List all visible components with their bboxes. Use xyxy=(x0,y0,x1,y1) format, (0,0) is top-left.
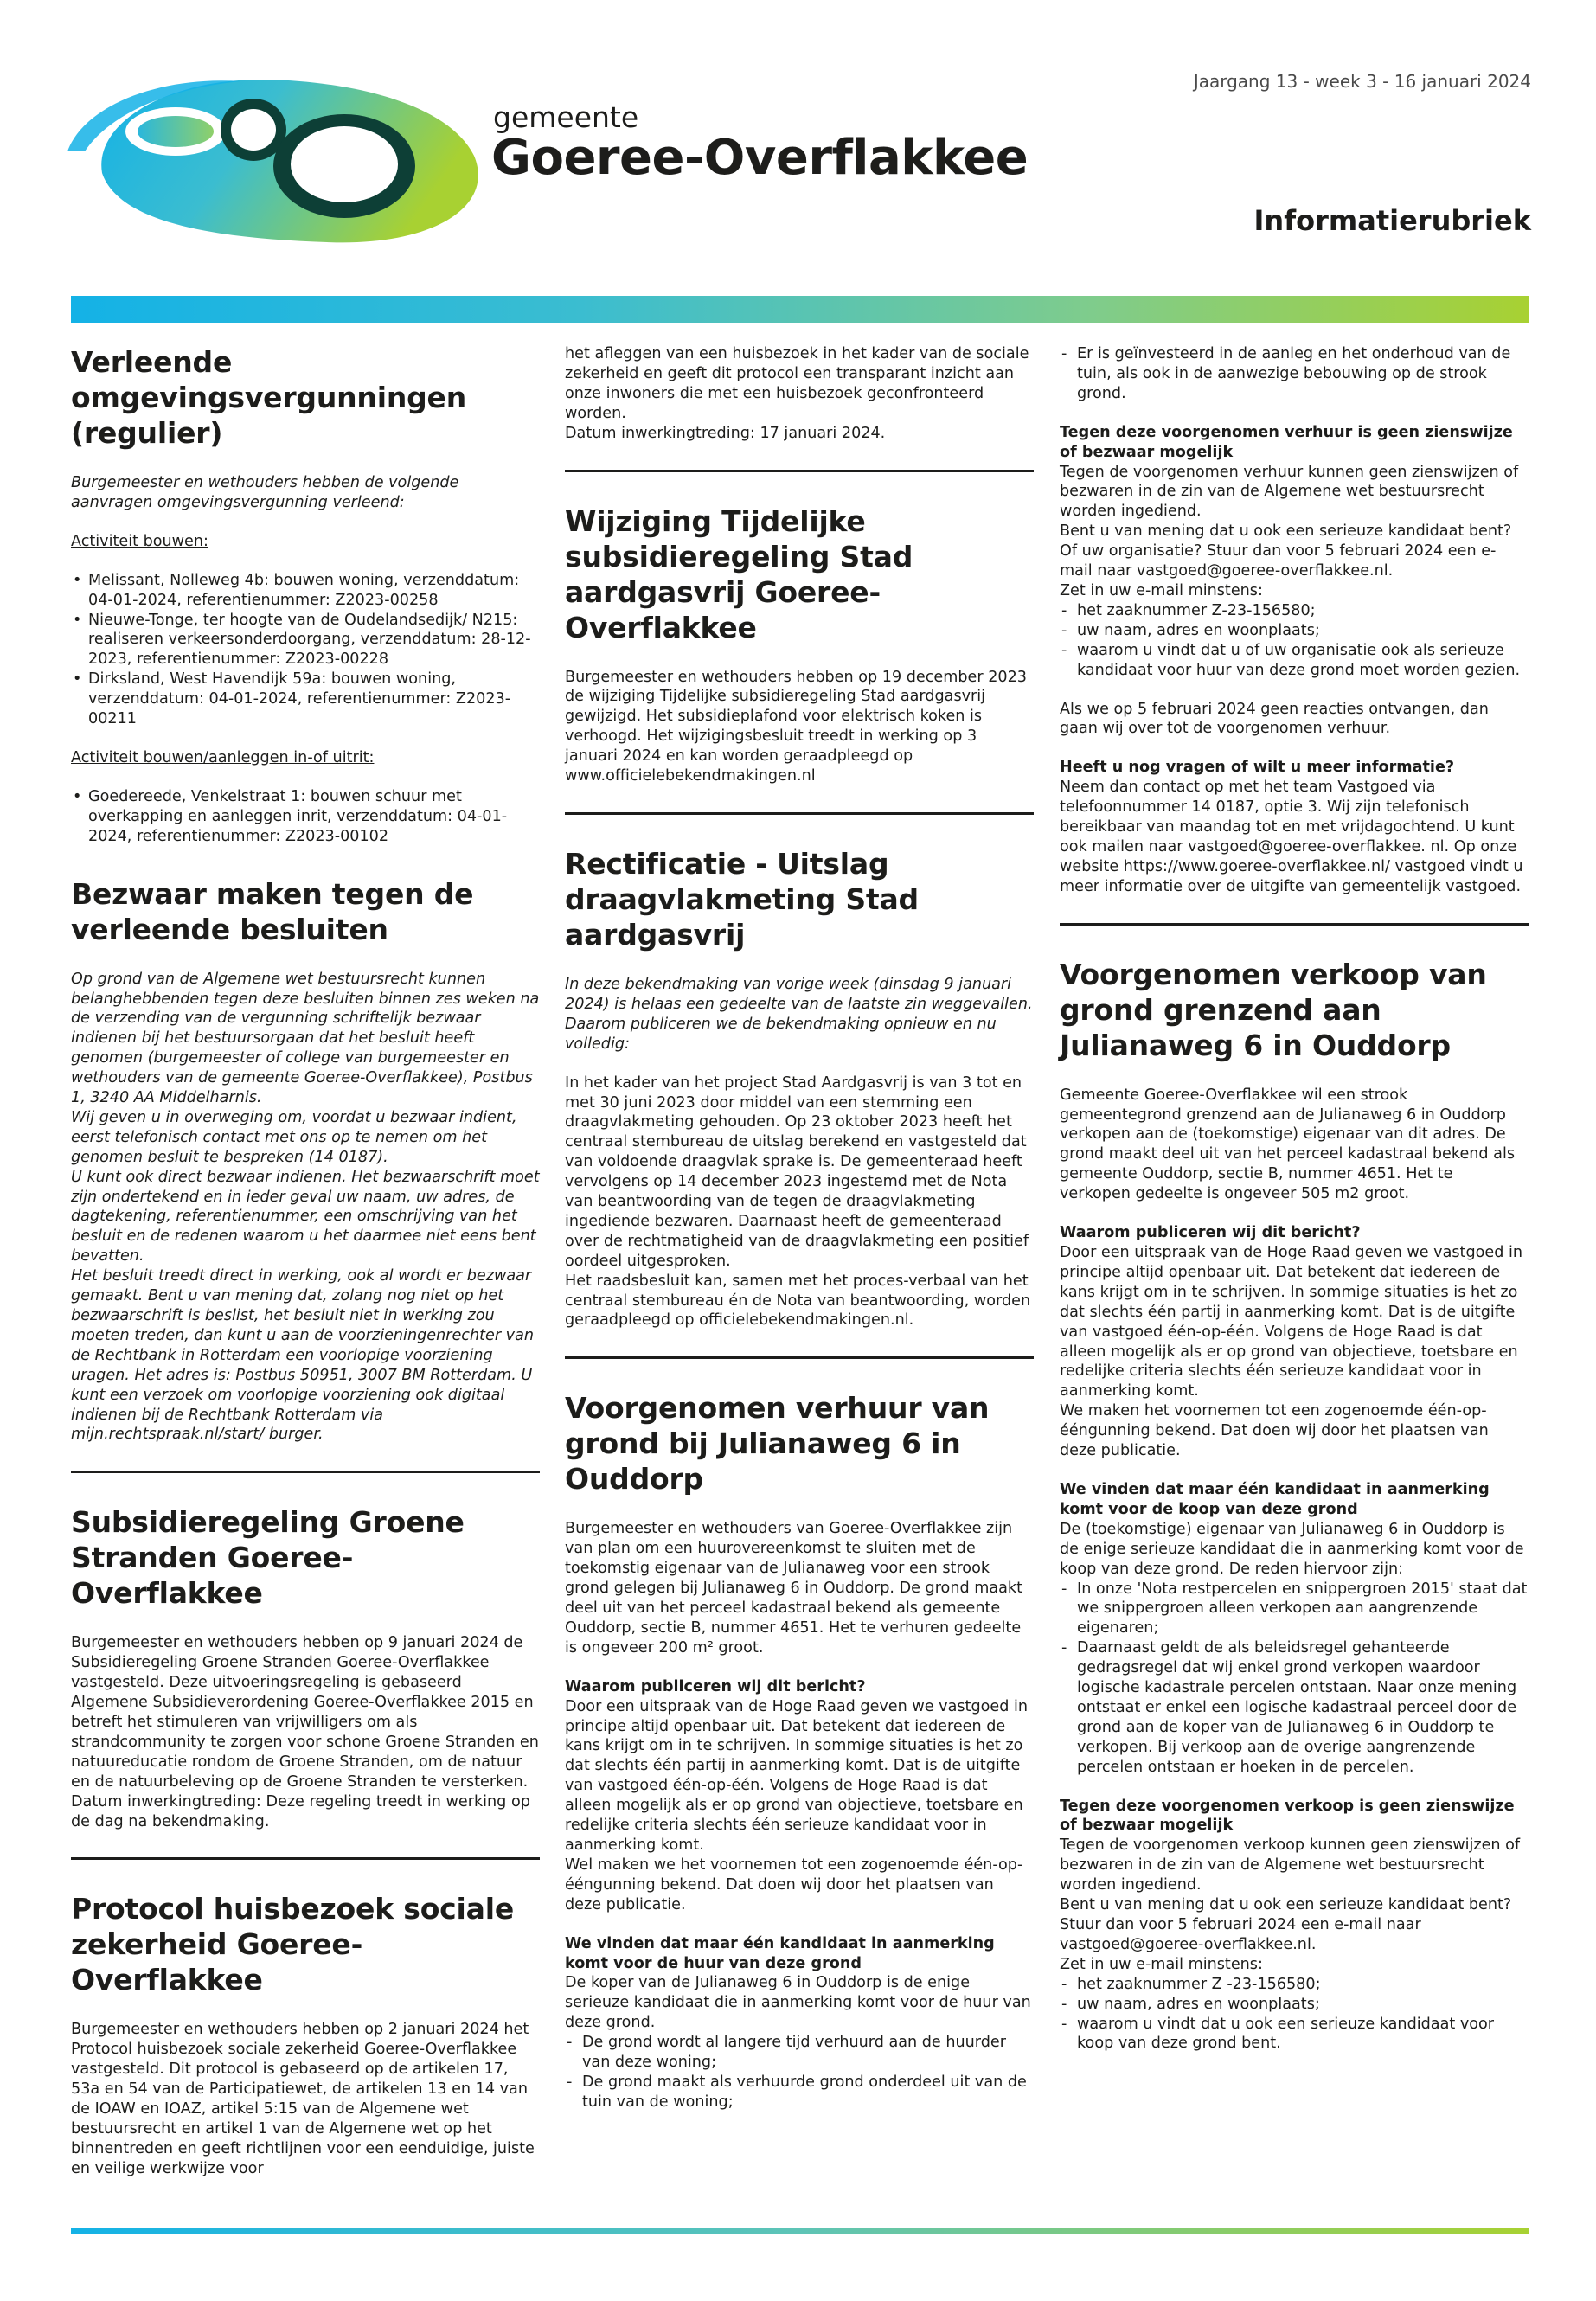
list-item: - uw naam, adres en woonplaats; xyxy=(1060,1995,1529,2015)
paragraph: Wij geven u in overweging om, voordat u bezwaar indient, eerst telefonisch contact met ons op te nemen om het genomen besluit te bespreken (14 0187). xyxy=(71,1108,517,1166)
article-title: Subsidieregeling Groene Stranden Goeree-Overflakkee xyxy=(71,1505,465,1611)
column-2 xyxy=(565,344,1034,2112)
paragraph: Door een uitspraak van de Hoge Raad geven we vastgoed in principe altijd openbaar uit. Dat betekent dat iedereen de kans krijgt om in te schrijven. In sommige situaties is het zo dat slechts één partij in aanmerking komt. Dat is de uitgifte van vastgoed één-op-één. Volgens de Hoge Raad is dat alleen mogelijk als er op grond van objectieve, toetsbare en redelijke criteria slechts één serieuze kandidaat voor in aanmerking komt. xyxy=(1060,1244,1522,1400)
article-huisbezoek xyxy=(71,1891,540,2178)
divider xyxy=(565,470,1034,472)
requirements-list xyxy=(1060,1975,1529,2054)
article-title: Voorgenomen verkoop van grond grenzend aan Julianaweg 6 in Ouddorp xyxy=(1060,957,1487,1062)
reason-list xyxy=(1060,344,1529,404)
article-title: Rectificatie - Uitslag draagvlakmeting Stad aardgasvrij xyxy=(565,846,919,952)
list-item: - Daarnaast geldt de als beleidsregel gehanteerde gedragsregel dat wij enkel grond verkopen waardoor logische kadastrale percelen ontstaan. Naar onze mening ontstaat er enkel een logische kadastraal perceel door de grond aan de koper van de Julianaweg 6 in Ouddorp te verkopen. Bij verkoop aan de overige aangrenzende percelen ontstaan er hoeken in de percelen. xyxy=(1060,1638,1529,1777)
paragraph: Datum inwerkingtreding: Deze regeling treedt in werking op de dag na bekendmaking. xyxy=(71,1792,530,1830)
list-item: - In onze 'Nota restpercelen en snippergroen 2015' staat dat we snippergroen alleen verkopen aan aangrenzende eigenaren; xyxy=(1060,1580,1529,1639)
article-verhuur xyxy=(565,1390,1034,2112)
paragraph: U kunt ook direct bezwaar indienen. Het bezwaarschrift moet zijn ondertekend en in ieder geval uw naam, uw adres, de dagtekening, referentienummer, een omschrijving van het besluit en de redenen waarom u het daarmee niet eens bent bevatten. xyxy=(71,1168,540,1266)
municipality-name: Goeree-Overflakkee xyxy=(491,130,1029,186)
article-bezwaar xyxy=(71,876,540,1445)
edition-date: Jaargang 13 - week 3 - 16 januari 2024 xyxy=(1193,71,1531,92)
paragraph: Datum inwerkingtreding: 17 januari 2024. xyxy=(565,424,886,442)
paragraph: Het raadsbesluit kan, samen met het proces-verbaal van het centraal stembureau én de Nota van beantwoording, worden geraadpleegd op officielebekendmakingen.nl. xyxy=(565,1272,1031,1330)
paragraph: De (toekomstige) eigenaar van Julianaweg 6 in Ouddorp is de enige serieuze kandidaat die in aanmerking komt voor de koop van deze grond. De reden hiervoor zijn: xyxy=(1060,1520,1524,1578)
article-intro: Burgemeester en wethouders hebben de volgende aanvragen omgevingsvergunning verleend: xyxy=(71,474,459,511)
article-title: Bezwaar maken tegen de verleende besluiten xyxy=(71,876,474,946)
paragraph: Door een uitspraak van de Hoge Raad geven we vastgoed in principe altijd openbaar uit. Dat betekent dat iedereen de kans krijgt om in te schrijven. In sommige situaties is het zo dat slechts één partij in aanmerking komt. Dat is de uitgifte van vastgoed één-op-één. Volgens de Hoge Raad is dat alleen mogelijk als er op grond van objectieve, toetsbare en redelijke criteria slechts één serieuze kandidaat voor in aanmerking komt. xyxy=(565,1697,1028,1854)
paragraph: Burgemeester en wethouders van Goeree-Overflakkee zijn van plan om een huurovereenkomst te sluiten met de toekomstig eigenaar van de Julianaweg voor een strook grond gelegen bij Julianaweg 6 in Ouddorp. De grond maakt deel uit van het perceel kadastraal bekend als gemeente Ouddorp, sectie B, nummer 4651. Het te verhuren gedeelte is ongeveer 200 m² groot. xyxy=(565,1520,1023,1657)
article-groene-stranden xyxy=(71,1504,540,1831)
article-rectificatie xyxy=(565,846,1034,1330)
paragraph: Zet in uw e-mail minstens: xyxy=(1060,1955,1263,1973)
list-item: - waarom u vindt dat u of uw organisatie ook als serieuze kandidaat voor huur van deze grond moet worden gezien. xyxy=(1060,641,1529,681)
article-aardgasvrij xyxy=(565,503,1034,786)
subheading: Activiteit bouwen/aanleggen in-of uitrit: xyxy=(71,748,375,766)
header-gradient-bar xyxy=(71,296,1529,323)
page-header xyxy=(0,0,1596,298)
paragraph: Bent u van mening dat u ook een serieuze kandidaat bent? Stuur dan voor 5 februari 2024 een e-mail naar vastgoed@goeree-overflakkee.nl. xyxy=(1060,1896,1512,1953)
requirements-list xyxy=(1060,601,1529,681)
list-item: - het zaaknummer Z -23-156580; xyxy=(1060,1975,1529,1995)
article-title: Protocol huisbezoek sociale zekerheid Goeree-Overflakkee xyxy=(71,1892,514,1997)
paragraph: De koper van de Julianaweg 6 in Ouddorp is de enige serieuze kandidaat die in aanmerking komt voor de huur van deze grond. xyxy=(565,1974,1031,2032)
subheading: Waarom publiceren wij dit bericht? xyxy=(1060,1224,1361,1242)
subheading: Tegen deze voorgenomen verkoop is geen zienswijze of bezwaar mogelijk xyxy=(1060,1797,1515,1835)
paragraph: Tegen de voorgenomen verhuur kunnen geen zienswijzen of bezwaren in de zin van de Algemene wet bestuursrecht worden ingediend. xyxy=(1060,463,1519,521)
divider xyxy=(1060,923,1529,926)
subheading: Waarom publiceren wij dit bericht? xyxy=(565,1677,866,1695)
list-item: - waarom u vindt dat u ook een serieuze kandidaat voor koop van deze grond bent. xyxy=(1060,2015,1529,2054)
divider xyxy=(71,1471,540,1473)
paragraph: Zet in uw e-mail minstens: xyxy=(1060,581,1263,599)
footer-gradient-line xyxy=(71,2228,1529,2234)
list-item: - De grond maakt als verhuurde grond onderdeel uit van de tuin van de woning; xyxy=(565,2073,1034,2112)
municipality-prefix: gemeente xyxy=(493,100,639,134)
rubric-title: Informatierubriek xyxy=(1253,204,1531,237)
divider xyxy=(565,1356,1034,1359)
paragraph: We maken het voornemen tot een zogenoemde één-op-ééngunning bekend. Dat doen wij door het plaatsen van deze publicatie. xyxy=(1060,1402,1489,1460)
article-vergunningen xyxy=(71,344,540,847)
list-item: • Goedereede, Venkelstraat 1: bouwen schuur met overkapping en aanleggen inrit, verzenddatum: 04-01-2024, referentienummer: Z2023-00102 xyxy=(71,787,540,847)
list-item: - Er is geïnvesteerd in de aanleg en het onderhoud van de tuin, als ook in de aanwezige bebouwing op de strook grond. xyxy=(1060,344,1529,404)
paragraph: Als we op 5 februari 2024 geen reacties ontvangen, dan gaan wij over tot de voorgenomen verhuur. xyxy=(1060,700,1489,738)
paragraph: Burgemeester en wethouders hebben op 9 januari 2024 de Subsidieregeling Groene Stranden Goeree-Overflakkee vastgesteld. Deze uitvoeringsregeling is gebaseerd Algemene Subsidieverordening Goeree-Overflakkee 2015 en betreft het stimuleren van vrijwilligers om als strandcommunity te zorgen voor schone Groene Stranden en natuureducatie rondom de Groene Stranden, om de natuur en de natuurbeleving op de Groene Stranden te versterken. xyxy=(71,1634,539,1791)
list-item: • Melissant, Nolleweg 4b: bouwen woning, verzenddatum: 04-01-2024, referentienummer: Z2023-00258 xyxy=(71,571,540,611)
divider xyxy=(565,812,1034,815)
paragraph: Burgemeester en wethouders hebben op 19 december 2023 de wijziging Tijdelijke subsidieregeling Stad aardgasvrij gewijzigd. Het subsidieplafond voor elektrisch koken is verhoogd. Het wijzigingsbesluit treedt in werking op 3 januari 2024 en kan worden geraadpleegd op www.officielebekendmakingen.nl xyxy=(565,668,1027,785)
paragraph: Neem dan contact op met het team Vastgoed via telefoonnummer 14 0187, optie 3. Wij zijn telefonisch bereikbaar van maandag tot en met vrijdagochtend. U kunt ook mailen naar vastgoed@goeree-overflakkee. nl. Op onze website https://www.goeree-overflakkee.nl/ vastgoed vindt u meer informatie over de uitgifte van gemeentelijk vastgoed. xyxy=(1060,779,1523,895)
article-title: Verleende omgevingsvergunningen (regulier) xyxy=(71,345,467,450)
subheading: Tegen deze voorgenomen verhuur is geen zienswijze of bezwaar mogelijk xyxy=(1060,423,1513,461)
list-item: • Dirksland, West Havendijk 59a: bouwen woning, verzenddatum: 04-01-2024, referentienummer: Z2023-00211 xyxy=(71,670,540,729)
subheading: Heeft u nog vragen of wilt u meer informatie? xyxy=(1060,759,1455,777)
paragraph: het afleggen van een huisbezoek in het kader van de sociale zekerheid en geeft dit protocol een transparant inzicht aan onze inwoners die met een huisbezoek geconfronteerd worden. xyxy=(565,345,1029,422)
column-3 xyxy=(1060,344,1529,2054)
list-item: - De grond wordt al langere tijd verhuurd aan de huurder van deze woning; xyxy=(565,2033,1034,2073)
permit-list xyxy=(71,571,540,729)
list-item: - uw naam, adres en woonplaats; xyxy=(1060,621,1529,641)
paragraph: Burgemeester en wethouders hebben op 2 januari 2024 het Protocol huisbezoek sociale zekerheid Goeree-Overflakkee vastgesteld. Dit protocol is gebaseerd op de artikelen 17, 53a en 54 van de Participatiewet, de artikelen 13 en 14 van de IOAW en IOAZ, artikel 5:15 van de Algemene wet bestuursrecht en artikel 1 van de Algemene wet op het binnentreden en geeft richtlijnen voor een eenduidige, juiste en veilige werkwijze voor xyxy=(71,2021,535,2177)
article-title: Voorgenomen verhuur van grond bij Julianaweg 6 in Ouddorp xyxy=(565,1391,990,1497)
article-title: Wijziging Tijdelijke subsidieregeling Stad aardgasvrij Goeree-Overflakkee xyxy=(565,503,913,644)
paragraph: Gemeente Goeree-Overflakkee wil een strook gemeentegrond grenzend aan de Julianaweg 6 in Ouddorp verkopen aan de (toekomstige) eigenaar van dit adres. De grond maakt deel uit van het perceel kadastraal bekend als gemeente Ouddorp, sectie B, nummer 4651. Het te verkopen gedeelte is ongeveer 505 m2 groot. xyxy=(1060,1086,1516,1203)
paragraph: Op grond van de Algemene wet bestuursrecht kunnen belanghebbenden tegen deze besluiten binnen zes weken na de verzending van de vergunning schriftelijk bezwaar indienen bij het bestuursorgaan dat het besluit heeft genomen (burgemeester of college van burgemeester en wethouders van de gemeente Goeree-Overflakkee), Postbus 1, 3240 AA Middelharnis. xyxy=(71,970,540,1107)
article-verkoop xyxy=(1060,957,1529,2054)
column-1 xyxy=(71,344,540,2179)
paragraph: Bent u van mening dat u ook een serieuze kandidaat bent? Of uw organisatie? Stuur dan voor 5 februari 2024 een e-mail naar vastgoed@goeree-overflakkee.nl. xyxy=(1060,522,1512,580)
permit-list xyxy=(71,787,540,847)
list-item: - het zaaknummer Z-23-156580; xyxy=(1060,601,1529,621)
divider xyxy=(71,1857,540,1860)
paragraph: Wel maken we het voornemen tot een zogenoemde één-op-ééngunning bekend. Dat doen wij door het plaatsen van deze publicatie. xyxy=(565,1856,1023,1913)
article-intro: In deze bekendmaking van vorige week (dinsdag 9 januari 2024) is helaas een gedeelte van de laatste zin weggevallen. Daarom publiceren we de bekendmaking opnieuw en nu volledig: xyxy=(565,975,1033,1053)
subheading: Activiteit bouwen: xyxy=(71,532,208,550)
list-item: • Nieuwe-Tonge, ter hoogte van de Oudelandsedijk/ N215: realiseren verkeersonderdoorgang, verzenddatum: 28-12-2023, referentienummer: Z2023-00228 xyxy=(71,611,540,670)
paragraph: Tegen de voorgenomen verkoop kunnen geen zienswijzen of bezwaren in de zin van de Algemene wet bestuursrecht worden ingediend. xyxy=(1060,1836,1521,1894)
municipality-logo-icon xyxy=(67,69,484,251)
reason-list xyxy=(1060,1580,1529,1778)
paragraph: Het besluit treedt direct in werking, ook al wordt er bezwaar gemaakt. Bent u van mening dat, zolang nog niet op het bezwaarschrift is beslist, het besluit niet in werking zou moeten treden, dan kunt u aan de voorzieningenrechter van de Rechtbank in Rotterdam een voorlopige voorziening uragen. Het adres is: Postbus 50951, 3007 BM Rotterdam. U kunt een verzoek om voorlopige voorziening ook digitaal indienen bij de Rechtbank Rotterdam via mijn.rechtspraak.nl/start/ burger. xyxy=(71,1267,535,1444)
paragraph: In het kader van het project Stad Aardgasvrij is van 3 tot en met 30 juni 2023 door middel van een stemming een draagvlakmeting gehouden. Op 23 oktober 2023 heeft het centraal stembureau de uitslag berekend en vastgesteld dat van voldoende draagvlak sprake is. De gemeenteraad heeft vervolgens op 14 december 2023 ingestemd met de Nota van beantwoording van de tegen de draagvlakmeting ingediende bezwaren. Daarnaast heeft de gemeenteraad over de rechtmatigheid van de draagvlakmeting een positief oordeel uitgesproken. xyxy=(565,1074,1029,1270)
subheading: We vinden dat maar één kandidaat in aanmerking komt voor de huur van deze grond xyxy=(565,1934,995,1972)
reason-list xyxy=(565,2033,1034,2112)
subheading: We vinden dat maar één kandidaat in aanmerking komt voor de koop van deze grond xyxy=(1060,1480,1490,1518)
